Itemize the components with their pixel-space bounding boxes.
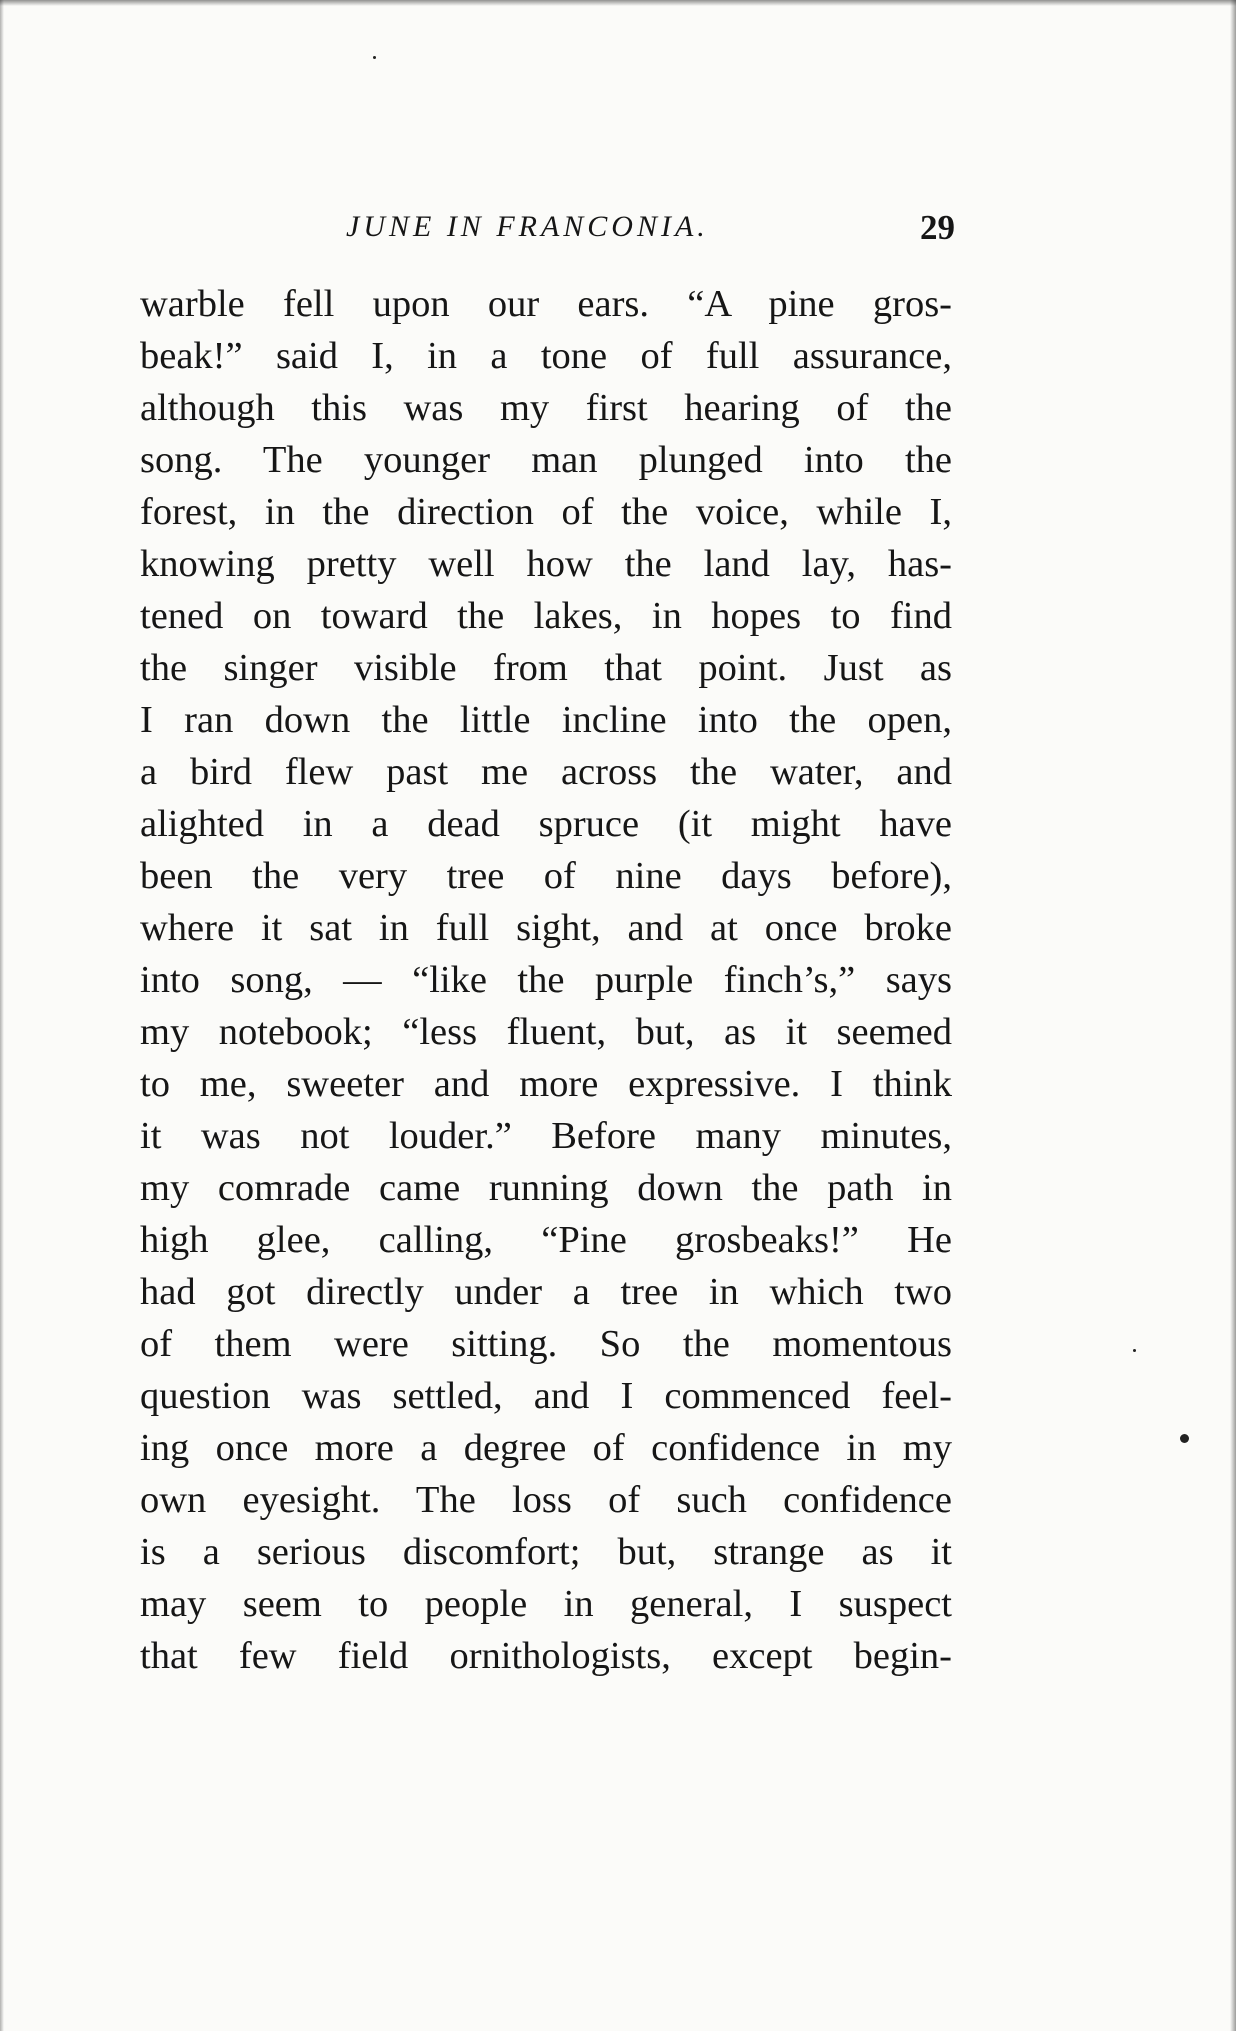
body-text [140, 278, 952, 1682]
text-line: the singer visible from that point. Just as [140, 647, 952, 689]
text-line: it was not louder.” Before many minutes, [140, 1115, 952, 1157]
text-line: where it sat in full sight, and at once broke [140, 907, 952, 949]
ink-speck [1133, 1349, 1136, 1352]
text-line: own eyesight. The loss of such confidence [140, 1479, 952, 1521]
text-line: my comrade came running down the path in [140, 1167, 952, 1209]
page-left-edge-shadow [0, 0, 4, 2031]
text-line: alighted in a dead spruce (it might have [140, 803, 952, 845]
text-line: warble fell upon our ears. “A pine gros- [140, 283, 952, 325]
text-line: is a serious discomfort; but, strange as it [140, 1531, 952, 1573]
running-title: JUNE IN FRANCONIA. [346, 210, 709, 243]
text-line: question was settled, and I commenced feel- [140, 1375, 952, 1417]
text-line: may seem to people in general, I suspect [140, 1583, 952, 1625]
ink-speck [373, 56, 376, 59]
text-line: forest, in the direction of the voice, while I, [140, 491, 952, 533]
text-line: although this was my first hearing of the [140, 387, 952, 429]
text-line: I ran down the little incline into the open, [140, 699, 952, 741]
running-head [140, 206, 955, 256]
page-number: 29 [920, 208, 955, 247]
text-line: that few field ornithologists, except begin- [140, 1635, 952, 1677]
text-line: tened on toward the lakes, in hopes to find [140, 595, 952, 637]
text-line: high glee, calling, “Pine grosbeaks!” He [140, 1219, 952, 1261]
text-line: a bird flew past me across the water, and [140, 751, 952, 793]
text-line: my notebook; “less fluent, but, as it seemed [140, 1011, 952, 1053]
ink-speck [1180, 1434, 1189, 1443]
text-line: beak!” said I, in a tone of full assurance, [140, 335, 952, 377]
text-line: ing once more a degree of confidence in my [140, 1427, 952, 1469]
text-line: knowing pretty well how the land lay, has- [140, 543, 952, 585]
text-line: had got directly under a tree in which two [140, 1271, 952, 1313]
text-line: been the very tree of nine days before), [140, 855, 952, 897]
page-top-edge-shadow [0, 0, 1236, 6]
text-line: of them were sitting. So the momentous [140, 1323, 952, 1365]
text-line: to me, sweeter and more expressive. I think [140, 1063, 952, 1105]
text-line: into song, — “like the purple finch’s,” says [140, 959, 952, 1001]
text-line: song. The younger man plunged into the [140, 439, 952, 481]
page-right-edge-shadow [1230, 0, 1236, 2031]
